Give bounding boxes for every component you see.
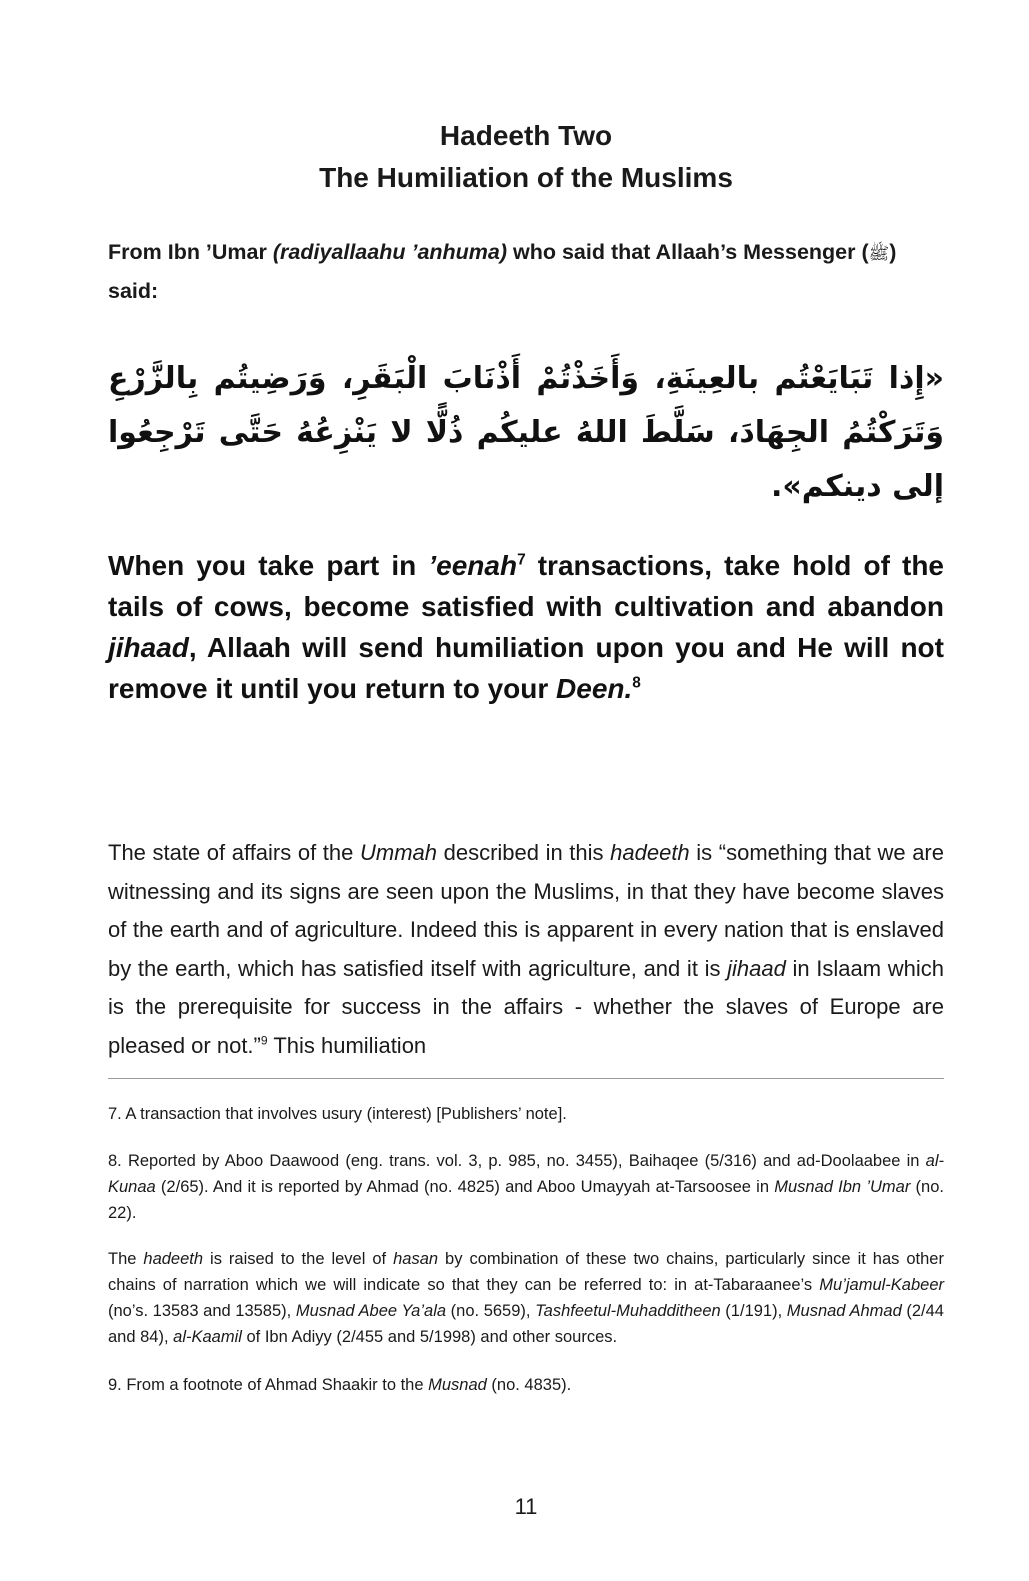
intro-italic-honorific: (radiyallaahu ’anhuma) bbox=[272, 240, 508, 264]
chapter-heading bbox=[108, 115, 944, 199]
intro-text: From Ibn ’Umar bbox=[108, 240, 273, 264]
translation-text: When you take part in bbox=[108, 550, 429, 581]
body-text: described in this bbox=[437, 840, 611, 865]
footnote-8-continued bbox=[108, 1246, 944, 1350]
hadeeth-translation bbox=[108, 545, 944, 709]
footnote-text: (no. 4835). bbox=[486, 1376, 572, 1394]
footnote-italic: Tashfeetul-Muhadditheen bbox=[535, 1302, 721, 1320]
footnote-ref-8[interactable]: 8 bbox=[632, 674, 641, 692]
footnote-italic: Musnad bbox=[428, 1376, 487, 1394]
chapter-subtitle: The Humiliation of the Muslims bbox=[319, 162, 733, 193]
footnote-text: (no’s. 13583 and 13585), bbox=[108, 1302, 296, 1320]
intro-text: ) said: bbox=[108, 240, 897, 303]
body-text: This humiliation bbox=[267, 1032, 427, 1058]
footnote-text: (no. 5659), bbox=[446, 1302, 536, 1320]
footnote-ref-9[interactable]: 9 bbox=[260, 1033, 268, 1048]
intro-text: who said that Allaah’s Messenger ( bbox=[507, 240, 869, 264]
footnote-italic: Musnad Ibn ’Umar bbox=[774, 1178, 911, 1196]
footnote-italic: Mu’jamul-Kabeer bbox=[819, 1276, 944, 1294]
footnote-9 bbox=[108, 1372, 944, 1398]
footnote-text: 8. Reported by Aboo Daawood (eng. trans. vol. 3, p. 985, no. 3455), Baihaqee (5/316) and ad-Doolaabee in bbox=[108, 1152, 926, 1170]
footnote-italic: al-Kaamil bbox=[173, 1328, 242, 1346]
footnote-text: (2/65). And it is reported by Ahmad (no. 4825) and Aboo Umayyah at-Tarsoosee in bbox=[155, 1178, 775, 1196]
footnote-text: The bbox=[108, 1250, 144, 1268]
footnote-italic: Musnad Ahmad bbox=[786, 1302, 902, 1320]
translation-text: , Allaah will send humiliation upon you and He will not remove it until you return to your bbox=[108, 632, 944, 704]
footnote-italic: hasan bbox=[393, 1250, 439, 1268]
body-italic: hadeeth bbox=[610, 840, 690, 865]
footnote-text: (2/44 and 84), bbox=[108, 1302, 944, 1346]
footnote-italic: al-Kunaa bbox=[108, 1152, 944, 1196]
book-page bbox=[108, 0, 944, 1581]
body-text: is “something that we are witnessing and its signs are seen upon the Muslims, in that they have become slaves of the earth and of agriculture. Indeed this is apparent in every nation that is enslaved by the earth, which has satisfied itself with agriculture, and it is bbox=[108, 840, 944, 981]
arabic-hadeeth-text: «إِذا تَبَايَعْتُم بالعِينَةِ، وَأَخَذْتُمْ أَذْنَابَ الْبَقَرِ، وَرَضِيتُم بِالزَّرْعِ وَتَرَكْتُمُ الجِهَادَ، سَلَّطَ اللهُ عليكُم ذُلًّا لا يَنْزِعُهُ حَتَّى تَرْجِعُوا إلى دينكم». bbox=[108, 361, 944, 504]
narration-intro bbox=[108, 234, 944, 310]
translation-italic: ’eenah bbox=[428, 550, 518, 581]
translation-text: transactions, take hold of the tails of cows, become satisfied with cultivation and abandon bbox=[108, 550, 945, 622]
chapter-title: Hadeeth Two bbox=[439, 120, 613, 151]
footnote-text: by combination of these two chains, particularly since it has other chains of narration which we will indicate so that they can be referred to: in at-Tabaraanee’s bbox=[108, 1250, 944, 1294]
page-number: 11 bbox=[514, 1494, 538, 1519]
footnote-7: 7. A transaction that involves usury (interest) [Publishers’ note]. bbox=[108, 1105, 567, 1123]
body-text: The state of affairs of the bbox=[108, 840, 360, 865]
footnote-text: is raised to the level of bbox=[203, 1250, 394, 1268]
translation-italic: Deen. bbox=[556, 673, 633, 704]
footnote-ref-7[interactable]: 7 bbox=[517, 551, 526, 569]
body-italic: jihaad bbox=[727, 955, 786, 981]
footnote-italic: hadeeth bbox=[143, 1250, 204, 1268]
footnote-italic: Musnad Abee Ya’ala bbox=[295, 1302, 447, 1320]
body-text: in Islaam which is the prerequisite for success in the affairs - whether the slaves of Europe are pleased or not.” bbox=[108, 955, 944, 1058]
footnote-text: 9. From a footnote of Ahmad Shaakir to the bbox=[108, 1376, 429, 1394]
footnote-divider bbox=[108, 1078, 944, 1079]
body-italic: Ummah bbox=[359, 840, 437, 865]
translation-italic: jihaad bbox=[108, 632, 189, 663]
commentary-paragraph bbox=[108, 834, 944, 1066]
footnote-text: of Ibn Adiyy (2/455 and 5/1998) and other sources. bbox=[241, 1328, 618, 1346]
footnotes-section bbox=[108, 1101, 944, 1414]
salutation-icon: ﷺ bbox=[868, 244, 890, 264]
footnote-8 bbox=[108, 1148, 944, 1226]
footnote-text: (no. 22). bbox=[108, 1178, 944, 1222]
footnote-text: (1/191), bbox=[720, 1302, 787, 1320]
